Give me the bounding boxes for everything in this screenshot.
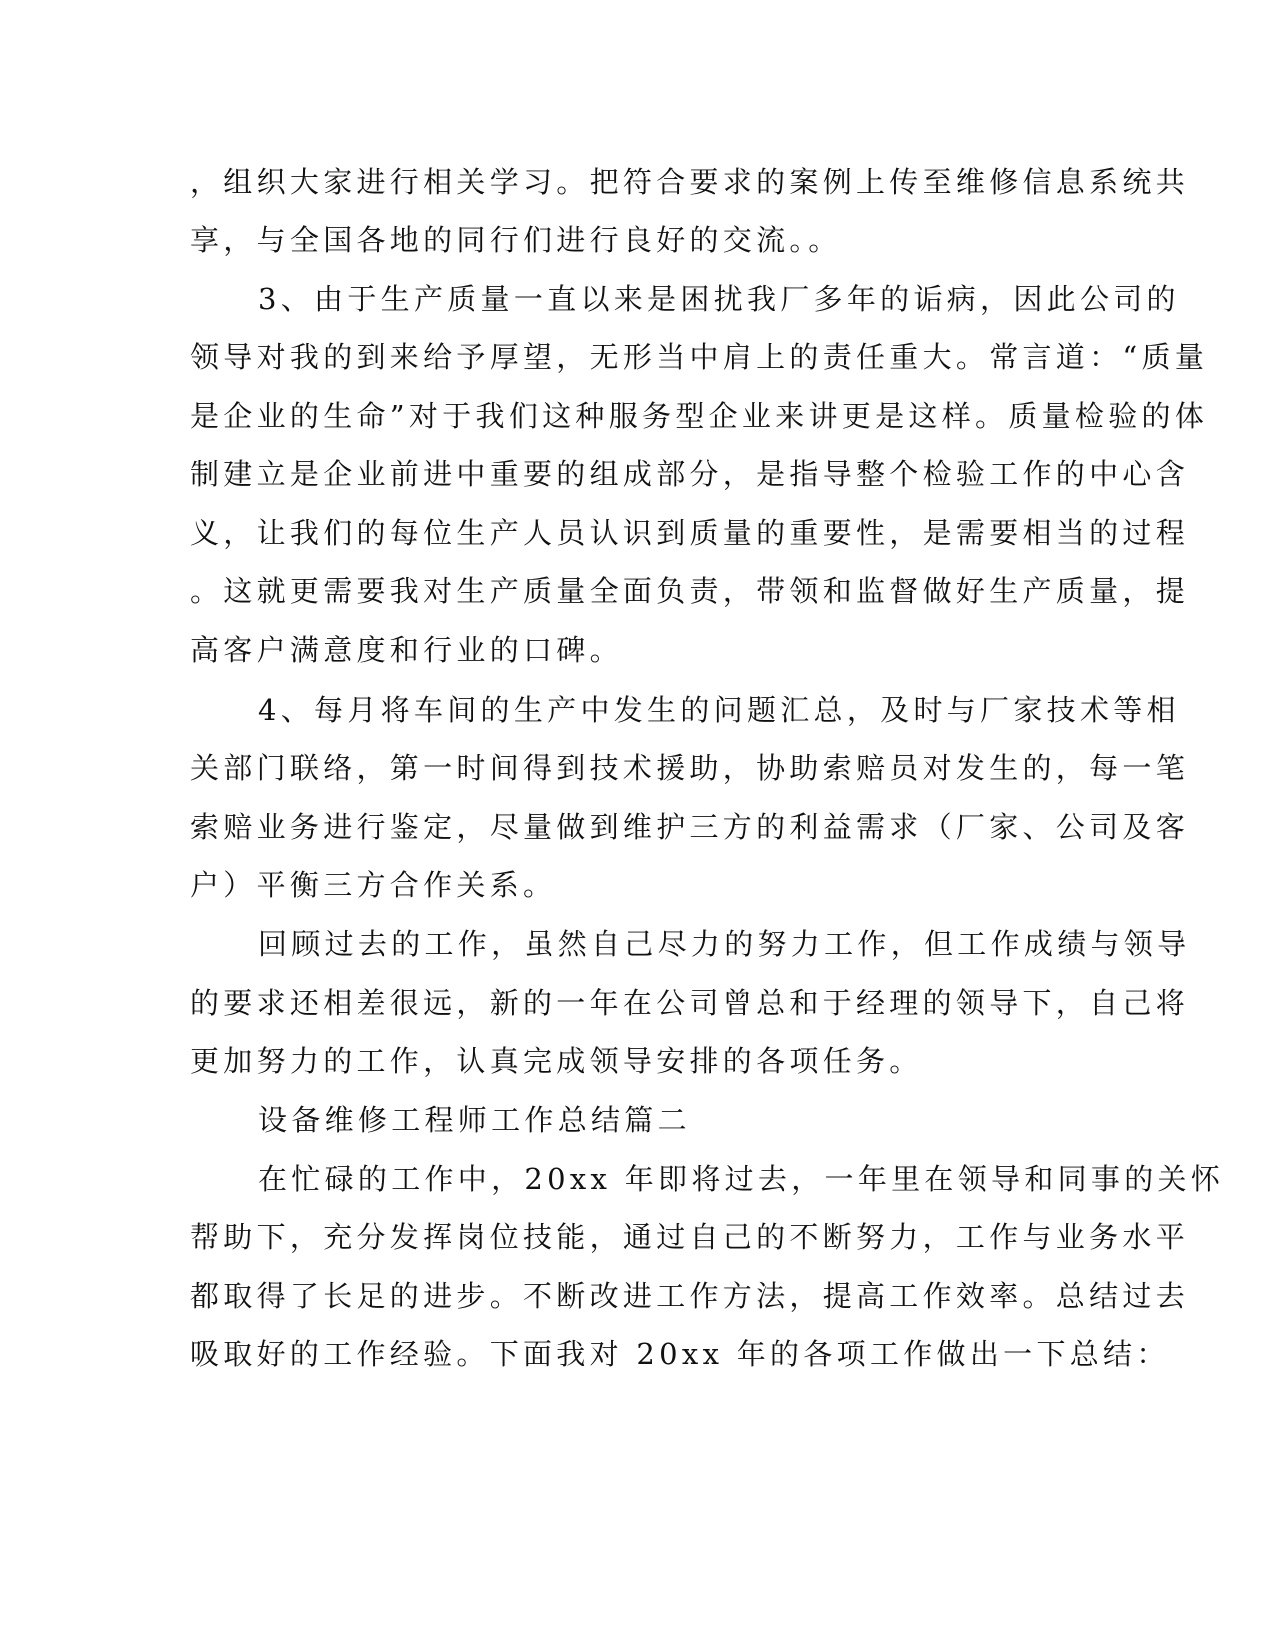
paragraph-line: ，组织大家进行相关学习。把符合要求的案例上传至维修信息系统共 [190,165,1190,199]
paragraph-line: 更加努力的工作，认真完成领导安排的各项任务。 [190,1044,923,1078]
paragraph-line: 在忙碌的工作中，20xx 年即将过去，一年里在领导和同事的关怀 [258,1162,1225,1196]
paragraph-line: 享，与全国各地的同行们进行良好的交流。。 [190,223,842,257]
paragraph-line: 领导对我的到来给予厚望，无形当中肩上的责任重大。常言道：“质量 [190,340,1209,374]
paragraph-line: 关部门联络，第一时间得到技术援助，协助索赔员对发生的，每一笔 [190,751,1190,785]
paragraph-line: 是企业的生命”对于我们这种服务型企业来讲更是这样。质量检验的体 [190,399,1209,433]
paragraph-line: 都取得了长足的进步。不断改进工作方法，提高工作效率。总结过去 [190,1279,1190,1313]
paragraph-line: 4、每月将车间的生产中发生的问题汇总，及时与厂家技术等相 [258,693,1180,727]
paragraph-line: 户）平衡三方合作关系。 [190,868,557,902]
paragraph-line: 帮助下，充分发挥岗位技能，通过自己的不断努力，工作与业务水平 [190,1220,1190,1254]
paragraph-line: 回顾过去的工作，虽然自己尽力的努力工作，但工作成绩与领导 [258,927,1191,961]
paragraph-line: 的要求还相差很远，新的一年在公司曾总和于经理的领导下，自己将 [190,986,1190,1020]
paragraph-line: 。这就更需要我对生产质量全面负责，带领和监督做好生产质量，提 [190,574,1190,608]
paragraph-line: 吸取好的工作经验。下面我对 20xx 年的各项工作做出一下总结： [190,1337,1170,1371]
paragraph-line: 制建立是企业前进中重要的组成部分，是指导整个检验工作的中心含 [190,457,1190,491]
paragraph-line: 索赔业务进行鉴定，尽量做到维护三方的利益需求（厂家、公司及客 [190,810,1190,844]
paragraph-line: 3、由于生产质量一直以来是困扰我厂多年的诟病，因此公司的 [258,282,1180,316]
paragraph-line: 高客户满意度和行业的口碑。 [190,633,623,667]
section-heading: 设备维修工程师工作总结篇二 [258,1103,691,1137]
paragraph-line: 义，让我们的每位生产人员认识到质量的重要性，是需要相当的过程 [190,516,1190,550]
